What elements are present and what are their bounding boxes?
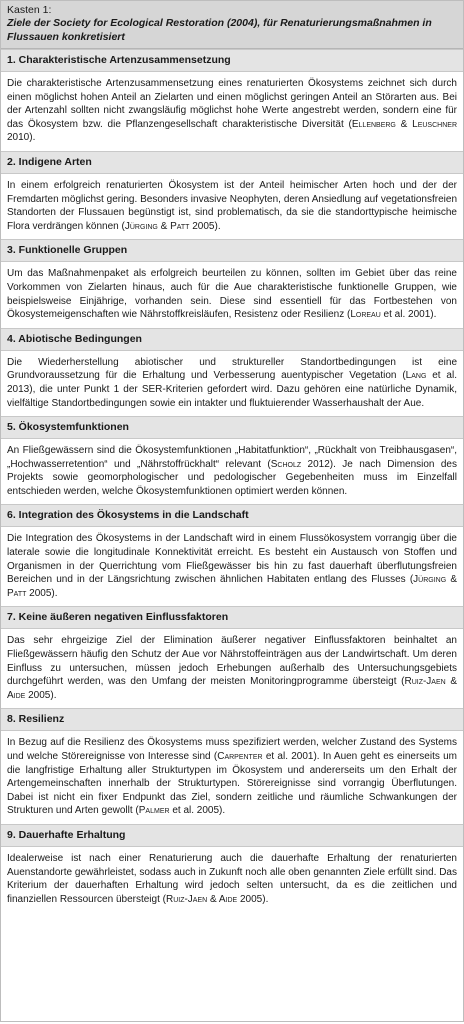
section-heading-7: 7. Keine äußeren negativen Einflussfaktoren [1, 606, 463, 629]
section-text: Die charakteristische Artenzusammensetzung eines renaturierten Ökosystems zeichnet sich durch einen möglichst hohen Anteil an Zielarten und einen möglichst geringen Anteil an Störarten aus. Bei der Artenzahl sollten nicht zwangsläufig möglichst hohe Werte angestrebt werden, sondern eine für das Ökosystem bzw. die Pflanzengesellschaft charakteristische Diversität ( [7, 78, 457, 130]
section-text: Um das Maßnahmenpaket als erfolgreich beurteilen zu können, sollten im Gebiet über das reine Vorkommen von Zielarten hinaus, auch für die Aue charakteristische funktionelle Gruppen, wie beispielsweise Einjährige, vorhanden sein. Diese sind essentiell für das Fortbestehen von Ökosystemeigenschaften wie Nährstoffkreisläufen, Resistenz oder Resilienz ( [7, 268, 457, 321]
section-text: 2005). [189, 220, 221, 232]
section-body-7 [1, 629, 463, 708]
section-body-5 [1, 439, 463, 504]
section-text: et al. 2001). [380, 309, 437, 321]
section-text: 2005). [237, 893, 269, 905]
citation-author: Ellenberg & Leuschner [351, 118, 457, 130]
section-heading-3: 3. Funktionelle Gruppen [1, 239, 463, 262]
section-text: et al. 2001). In Auen geht es einerseits um die langfristige Erhaltung aller Strukturtypen im Ökosystem und andererseits um den Erhalt der Artengemeinschaften innerhalb der Strukturtypen. Störereignisse sind vorrangig Überflutungen. Dabei ist nicht ein fixer Endpunkt das Ziel, sondern zeitliche und räumliche Schwankungen der Strukturen und Arten gewollt ( [7, 751, 457, 817]
box-label: Kasten 1: [7, 4, 52, 16]
citation-author: Ruiz-Jaen & Aide [165, 893, 238, 905]
citation-author: Carpenter [217, 751, 263, 762]
section-text: et al. 2005). [169, 805, 226, 817]
citation-author: Loreau [350, 309, 381, 321]
citation-author: Ruiz-Jaen & Aide [7, 676, 457, 701]
section-heading-5: 5. Ökosystemfunktionen [1, 416, 463, 439]
section-body-4 [1, 351, 463, 416]
section-heading-1: 1. Charakteristische Artenzusammensetzung [1, 49, 463, 72]
box-title: Ziele der Society for Ecological Restoration (2004), für Renaturierungsmaßnahmen in Flussauen konkretisiert [7, 17, 432, 43]
section-body-1 [1, 72, 463, 151]
section-text: Die Wiederherstellung abiotischer und struktureller Standortbedingungen ist eine Grundvoraussetzung für die Erhaltung und Verbesserung auentypischer Vegetation ( [7, 356, 457, 382]
section-heading-4: 4. Abiotische Bedingungen [1, 328, 463, 351]
citation-author: Jürging & Patt [124, 220, 190, 232]
section-heading-8: 8. Resilienz [1, 708, 463, 731]
citation-author: Lang [405, 370, 427, 382]
section-heading-9: 9. Dauerhafte Erhaltung [1, 824, 463, 847]
section-heading-2: 2. Indigene Arten [1, 151, 463, 174]
section-text: In einem erfolgreich renaturierten Ökosystem ist der Anteil heimischer Arten hoch und der der Fremdarten möglichst gering. Besonders invasive Neophyten, deren Ansiedlung auf vegetationsfreien Standorten der Flussauen begünstigt ist, sind problematisch, da sie die standorttypische heimische Flora verdrängen können ( [7, 179, 457, 232]
section-text: Das sehr ehrgeizige Ziel der Elimination äußerer negativer Einflussfaktoren beinhaltet an Fließgewässern häufig den Schutz der Aue vor Nährstoffeinträgen aus der Landwirtschaft. Um deren Einfluss zu untersuchen, müssen jedoch Erhebungen außerhalb des Untersuchungsgebiets durchgeführt werden, was den Umfang der meisten Monitoringprogramme übersteigt ( [7, 635, 457, 688]
section-text: Idealerweise ist nach einer Renaturierung auch die dauerhafte Erhaltung der renaturierten Auenstandorte gewährleistet, sodass auch in Zukunft noch alle oben genannten Ziele erfüllt sind. Das Kriterium der dauerhaften Erhaltung wird jedoch selten untersucht, da es die zeitlichen und finanziellen Ressourcen übersteigt ( [7, 852, 457, 905]
section-text: 2005). [26, 587, 58, 599]
section-body-2 [1, 174, 463, 239]
section-text: Die Integration des Ökosystems in der Landschaft wird in einem Flussökosystem vorrangig über die laterale sowie die longitudinale Konnektivität erreicht. Es besteht ein Austausch von Stoffen und Organismen in der Querrichtung vom Fließgewässer bis hin zu fast dauerhaft überflutungsfreien Bereichen und in der Längsrichtung zwischen ähnlichen Habitaten entlang des Flusses ( [7, 533, 457, 586]
section-body-3 [1, 262, 463, 327]
box-header [1, 1, 463, 49]
section-text: In Bezug auf die Resilienz des Ökosystems muss spezifiziert werden, welcher Zustand des Systems und welche Störereignisse von Interesse sind ( [7, 737, 457, 762]
citation-author: Palmer [138, 805, 170, 817]
section-body-8 [1, 731, 463, 824]
citation-author: Scholz [270, 458, 302, 470]
citation-author: Jürging & Patt [7, 574, 458, 599]
section-text: 2005). [25, 689, 57, 701]
section-text: et al. 2013), die unter Punkt 1 der SER-Kriterien gefordert wird. Dazu gehören eine natürliche Dynamik, vielfältige Standortbedingungen sowie ein intakter und fluktuierender Wasserhaushalt der Aue. [7, 370, 457, 409]
section-text: 2010). [7, 132, 36, 144]
section-body-9 [1, 847, 463, 912]
section-text: An Fließgewässern sind die Ökosystemfunktionen „Habitatfunktion“, „Rückhalt von Treibhausgasen“, „Hochwasserretention“ und „Nährstoffrückhalt“ relevant ( [7, 445, 457, 470]
section-text: 2012). Je nach Dimension des Projekts sowie geomorphologischer und pedologischer Gegebenheiten muss im Einzelfall entschieden werden, welche Ökosystemfunktionen optimiert werden können. [7, 458, 457, 497]
section-heading-6: 6. Integration des Ökosystems in die Landschaft [1, 504, 463, 527]
section-body-6 [1, 527, 463, 606]
